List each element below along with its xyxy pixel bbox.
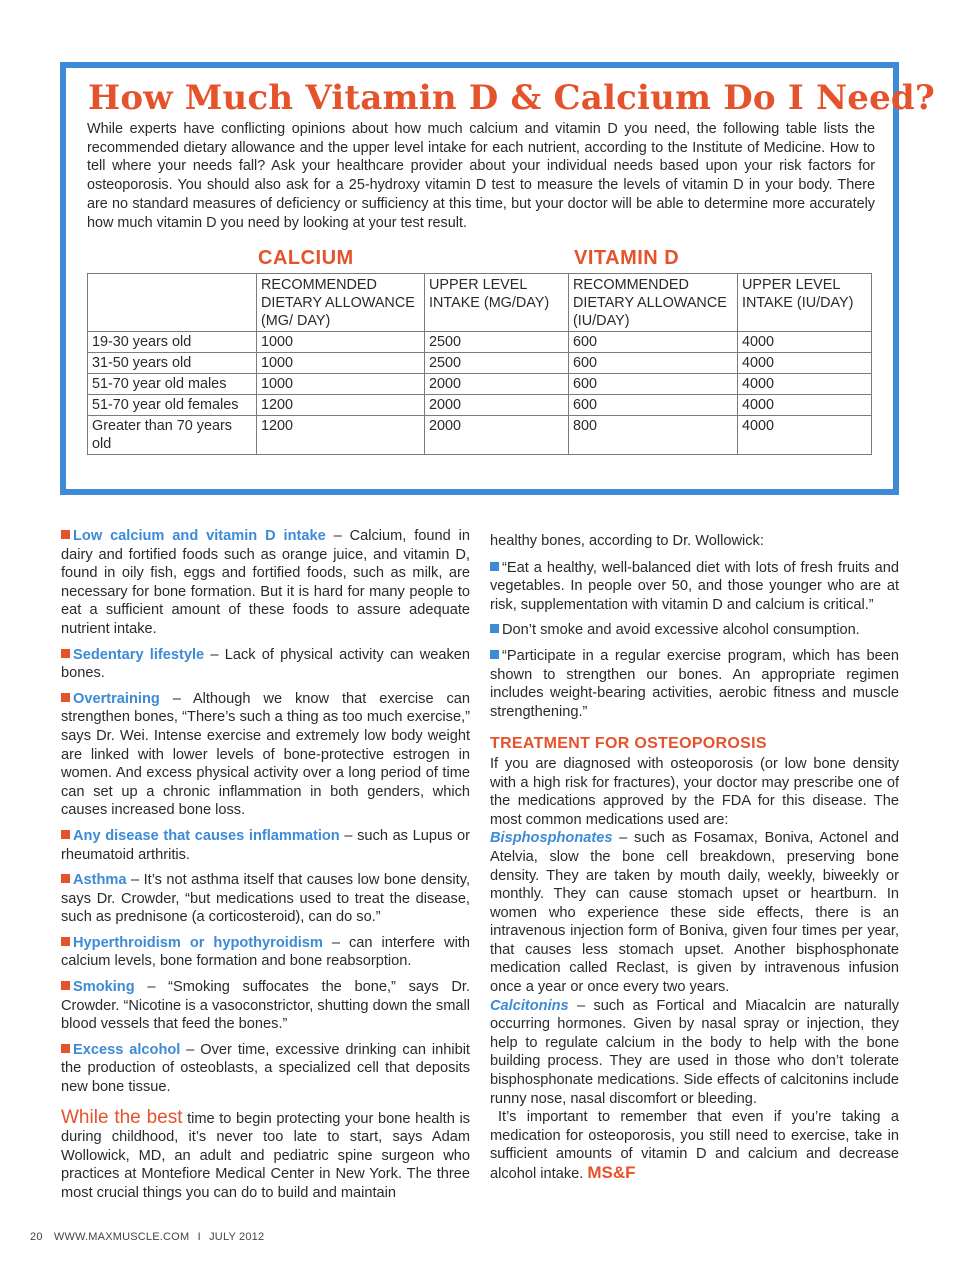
tip-text: “Eat a healthy, well-balanced diet with lots of fresh fruits and vegetables. In people over 50, and those younger who are at risk, supplementation with vitamin D and calcium is critical.” [490, 559, 899, 613]
cell-vitd-upper: 4000 [738, 416, 872, 455]
risk-heading: Smoking [73, 979, 135, 996]
table-row [88, 332, 872, 353]
cell-age: 51-70 year old males [88, 374, 257, 395]
header-calcium-upper: UPPER LEVEL INTAKE (MG/DAY) [425, 274, 569, 332]
continued-paragraph: healthy bones, according to Dr. Wollowick: [490, 533, 764, 549]
cell-calcium-rda: 1000 [257, 353, 425, 374]
tip-text: “Participate in a regular exercise program, which has been shown to strengthen our bones. An appropriate regimen includes weight-bearing activities, aerobic fitness and muscle strengthening.” [490, 647, 899, 720]
page-number: 20 [30, 1231, 43, 1243]
risk-paragraph [61, 527, 470, 639]
risk-body: – Although we know that exercise can strengthen bones, “There’s such a thing as too much exercise,” says Dr. Wei. Intense exercise and extremely low body weight are linked with lower levels of bone-protective estrogen in women. And excess physical activity over a long period of time can set up a chronic inflammation in both genders, which causes increased bone loss. [61, 690, 470, 819]
wollowick-body: time to begin protecting your bone health is during childhood, it’s never too late to start, says Adam Wollowick, MD, an adult and pediatric spine surgeon who practices at Montefiore Medical Center in New York. The three most crucial things you can do to build and maintain [61, 1110, 470, 1201]
risk-body: – Lack of physical activity can weaken bones. [61, 646, 470, 682]
risk-paragraph [61, 1041, 470, 1097]
cell-vitd-rda: 600 [569, 395, 738, 416]
risk-heading: Sedentary lifestyle [73, 646, 205, 663]
risk-heading: Low calcium and vitamin D intake [73, 528, 326, 544]
calcitonins-heading: Calcitonins [490, 997, 569, 1014]
box-title: How Much Vitamin D & Calcium Do I Need? [88, 78, 935, 118]
bisphosphonates-body: – such as Fosamax, Boniva, Actonel and Atelvia, slow the bone cell breakdown, preserving bone density. They are taken by mouth daily, weekly, biweekly or monthly. They can cause stomach upset or heartburn. In women who experience these side effects, there is an intravenous injection form of Boniva, given four times per year, that causes less stomach upset. Another bisphosphonate medication called Reclast, is given by intravenous infusion once a year or once every two years. [490, 830, 899, 996]
cell-age: Greater than 70 years old [88, 416, 257, 455]
table-row [88, 395, 872, 416]
calcitonins-body: – such as Fortical and Miacalcin are naturally occurring hormones. Given by nasal spray or injection, they help to regulate calcium in the body to help with the bone building process. They are used in those who don’t tolerate bisphosphonate medications. Side effects of calcitonins include runny nose, nasal discomfort or bleeding. [490, 997, 899, 1107]
risk-heading: Excess alcohol [73, 1041, 181, 1058]
cell-vitd-upper: 4000 [738, 395, 872, 416]
bisphosphonates-heading: Bisphosphonates [490, 830, 613, 847]
orange-bullet-icon [61, 937, 70, 946]
closing-text: It’s important to remember that even if you’re taking a medication for osteoporosis, you still need to exercise, take in sufficient amounts of vitamin D and calcium and decrease alcohol intake. [490, 1109, 899, 1182]
cell-vitd-rda: 600 [569, 353, 738, 374]
table-row [88, 353, 872, 374]
treatment-intro: If you are diagnosed with osteoporosis (or low bone density with a high risk for fractures), your doctor may prescribe one of the medications approved by the FDA for this disease. The most common medications used are: [490, 755, 899, 828]
orange-bullet-icon [61, 830, 70, 839]
tip-paragraph [490, 647, 899, 721]
risk-paragraph [61, 871, 470, 927]
site-url: WWW.MAXMUSCLE.COM [53, 1231, 190, 1243]
risk-body: – such as Lupus or rheumatoid arthritis. [61, 827, 470, 863]
cell-calcium-upper: 2000 [425, 416, 569, 455]
orange-bullet-icon [61, 530, 70, 539]
lead-in: While the best [61, 1106, 183, 1128]
treatment-heading: TREATMENT FOR OSTEOPOROSIS [490, 735, 767, 753]
wollowick-paragraph [61, 1106, 470, 1203]
left-column [61, 527, 470, 1203]
right-column [490, 532, 899, 1184]
header-vitd-upper: UPPER LEVEL INTAKE (IU/DAY) [738, 274, 872, 332]
cell-calcium-rda: 1200 [257, 395, 425, 416]
tip-paragraph [490, 559, 899, 615]
cell-calcium-upper: 2000 [425, 374, 569, 395]
table-row [88, 416, 872, 455]
cell-calcium-rda: 1000 [257, 332, 425, 353]
cell-calcium-rda: 1000 [257, 374, 425, 395]
risk-body: – can interfere with calcium levels, bone formation and bone reabsorption. [61, 934, 470, 970]
cell-calcium-rda: 1200 [257, 416, 425, 455]
cell-age: 19-30 years old [88, 332, 257, 353]
blue-bullet-icon [490, 624, 499, 633]
tip-text: Don’t smoke and avoid excessive alcohol consumption. [502, 622, 860, 639]
intake-table [87, 273, 872, 455]
cell-calcium-upper: 2500 [425, 332, 569, 353]
risk-paragraph [61, 978, 470, 1034]
footer-separator: I [197, 1231, 201, 1243]
msf-signature: MS&F [587, 1163, 636, 1182]
calcitonins-paragraph [490, 997, 899, 1109]
cell-vitd-upper: 4000 [738, 332, 872, 353]
bisphosphonates-paragraph [490, 829, 899, 996]
closing-paragraph [490, 1108, 899, 1183]
vitamin-d-calcium-box [60, 62, 935, 495]
header-vitd-rda: RECOMMENDED DIETARY ALLOWANCE (IU/DAY) [569, 274, 738, 332]
risk-paragraph [61, 646, 470, 683]
risk-paragraph [61, 690, 470, 820]
cell-vitd-rda: 600 [569, 332, 738, 353]
orange-bullet-icon [61, 874, 70, 883]
risk-body: – Calcium, found in dairy and fortified foods such as orange juice, and vitamin D, found in oily fish, eggs and fortified foods, such as milk, are necessary for bone formation. But it is hard for many people to eat a sufficient amount of these foods to assure adequate nutrient intake. [61, 528, 470, 637]
issue-date: JULY 2012 [209, 1231, 265, 1243]
cell-age: 51-70 year old females [88, 395, 257, 416]
table-row [88, 374, 872, 395]
risk-paragraph [61, 827, 470, 864]
risk-body: – It’s not asthma itself that causes low bone density, says Dr. Crowder, “but medications used to treat the disease, such as prednisone (a corticosteroid), can do so.” [61, 872, 470, 926]
cell-calcium-upper: 2500 [425, 353, 569, 374]
orange-bullet-icon [61, 693, 70, 702]
vitamin-d-group-heading: VITAMIN D [574, 247, 680, 269]
calcium-group-heading: CALCIUM [258, 247, 354, 269]
cell-vitd-rda: 600 [569, 374, 738, 395]
header-calcium-rda: RECOMMENDED DIETARY ALLOWANCE (MG/ DAY) [257, 274, 425, 332]
cell-vitd-upper: 4000 [738, 353, 872, 374]
risk-paragraph [61, 934, 470, 971]
table-header-row [88, 274, 872, 332]
cell-age: 31-50 years old [88, 353, 257, 374]
cell-calcium-upper: 2000 [425, 395, 569, 416]
cell-vitd-rda: 800 [569, 416, 738, 455]
tip-paragraph [490, 621, 899, 640]
risk-heading: Overtraining [73, 690, 160, 707]
risk-heading: Hyperthroidism or hypothyroidism [73, 934, 323, 951]
orange-bullet-icon [61, 649, 70, 658]
blue-bullet-icon [490, 650, 499, 659]
orange-bullet-icon [61, 981, 70, 990]
box-intro: While experts have conflicting opinions about how much calcium and vitamin D you need, the following table lists the recommended dietary allowance and the upper level intake for each nutrient, according to the Institute of Medicine. How to tell where your needs fall? Ask your healthcare provider about your individual needs based upon your risk factors for osteoporosis. You should also ask for a 25-hydroxy vitamin D test to measure the levels of vitamin D in your body. There are no standard measures of deficiency or sufficiency at this time, but your doctor will be able to determine more accurately how much vitamin D you need by looking at your test result. [87, 121, 875, 231]
page-footer [30, 1231, 264, 1243]
risk-heading: Any disease that causes inflammation [73, 827, 340, 844]
risk-body: – “Smoking suffocates the bone,” says Dr. Crowder. “Nicotine is a vasoconstrictor, shutting down the small blood vessels that feed the bones.” [61, 979, 470, 1033]
orange-bullet-icon [61, 1044, 70, 1053]
cell-vitd-upper: 4000 [738, 374, 872, 395]
header-age [88, 274, 257, 332]
risk-heading: Asthma [73, 872, 127, 889]
blue-bullet-icon [490, 562, 499, 571]
risk-body: – Over time, excessive drinking can inhibit the production of osteoblasts, a specialized cell that deposits new bone tissue. [61, 1041, 470, 1096]
